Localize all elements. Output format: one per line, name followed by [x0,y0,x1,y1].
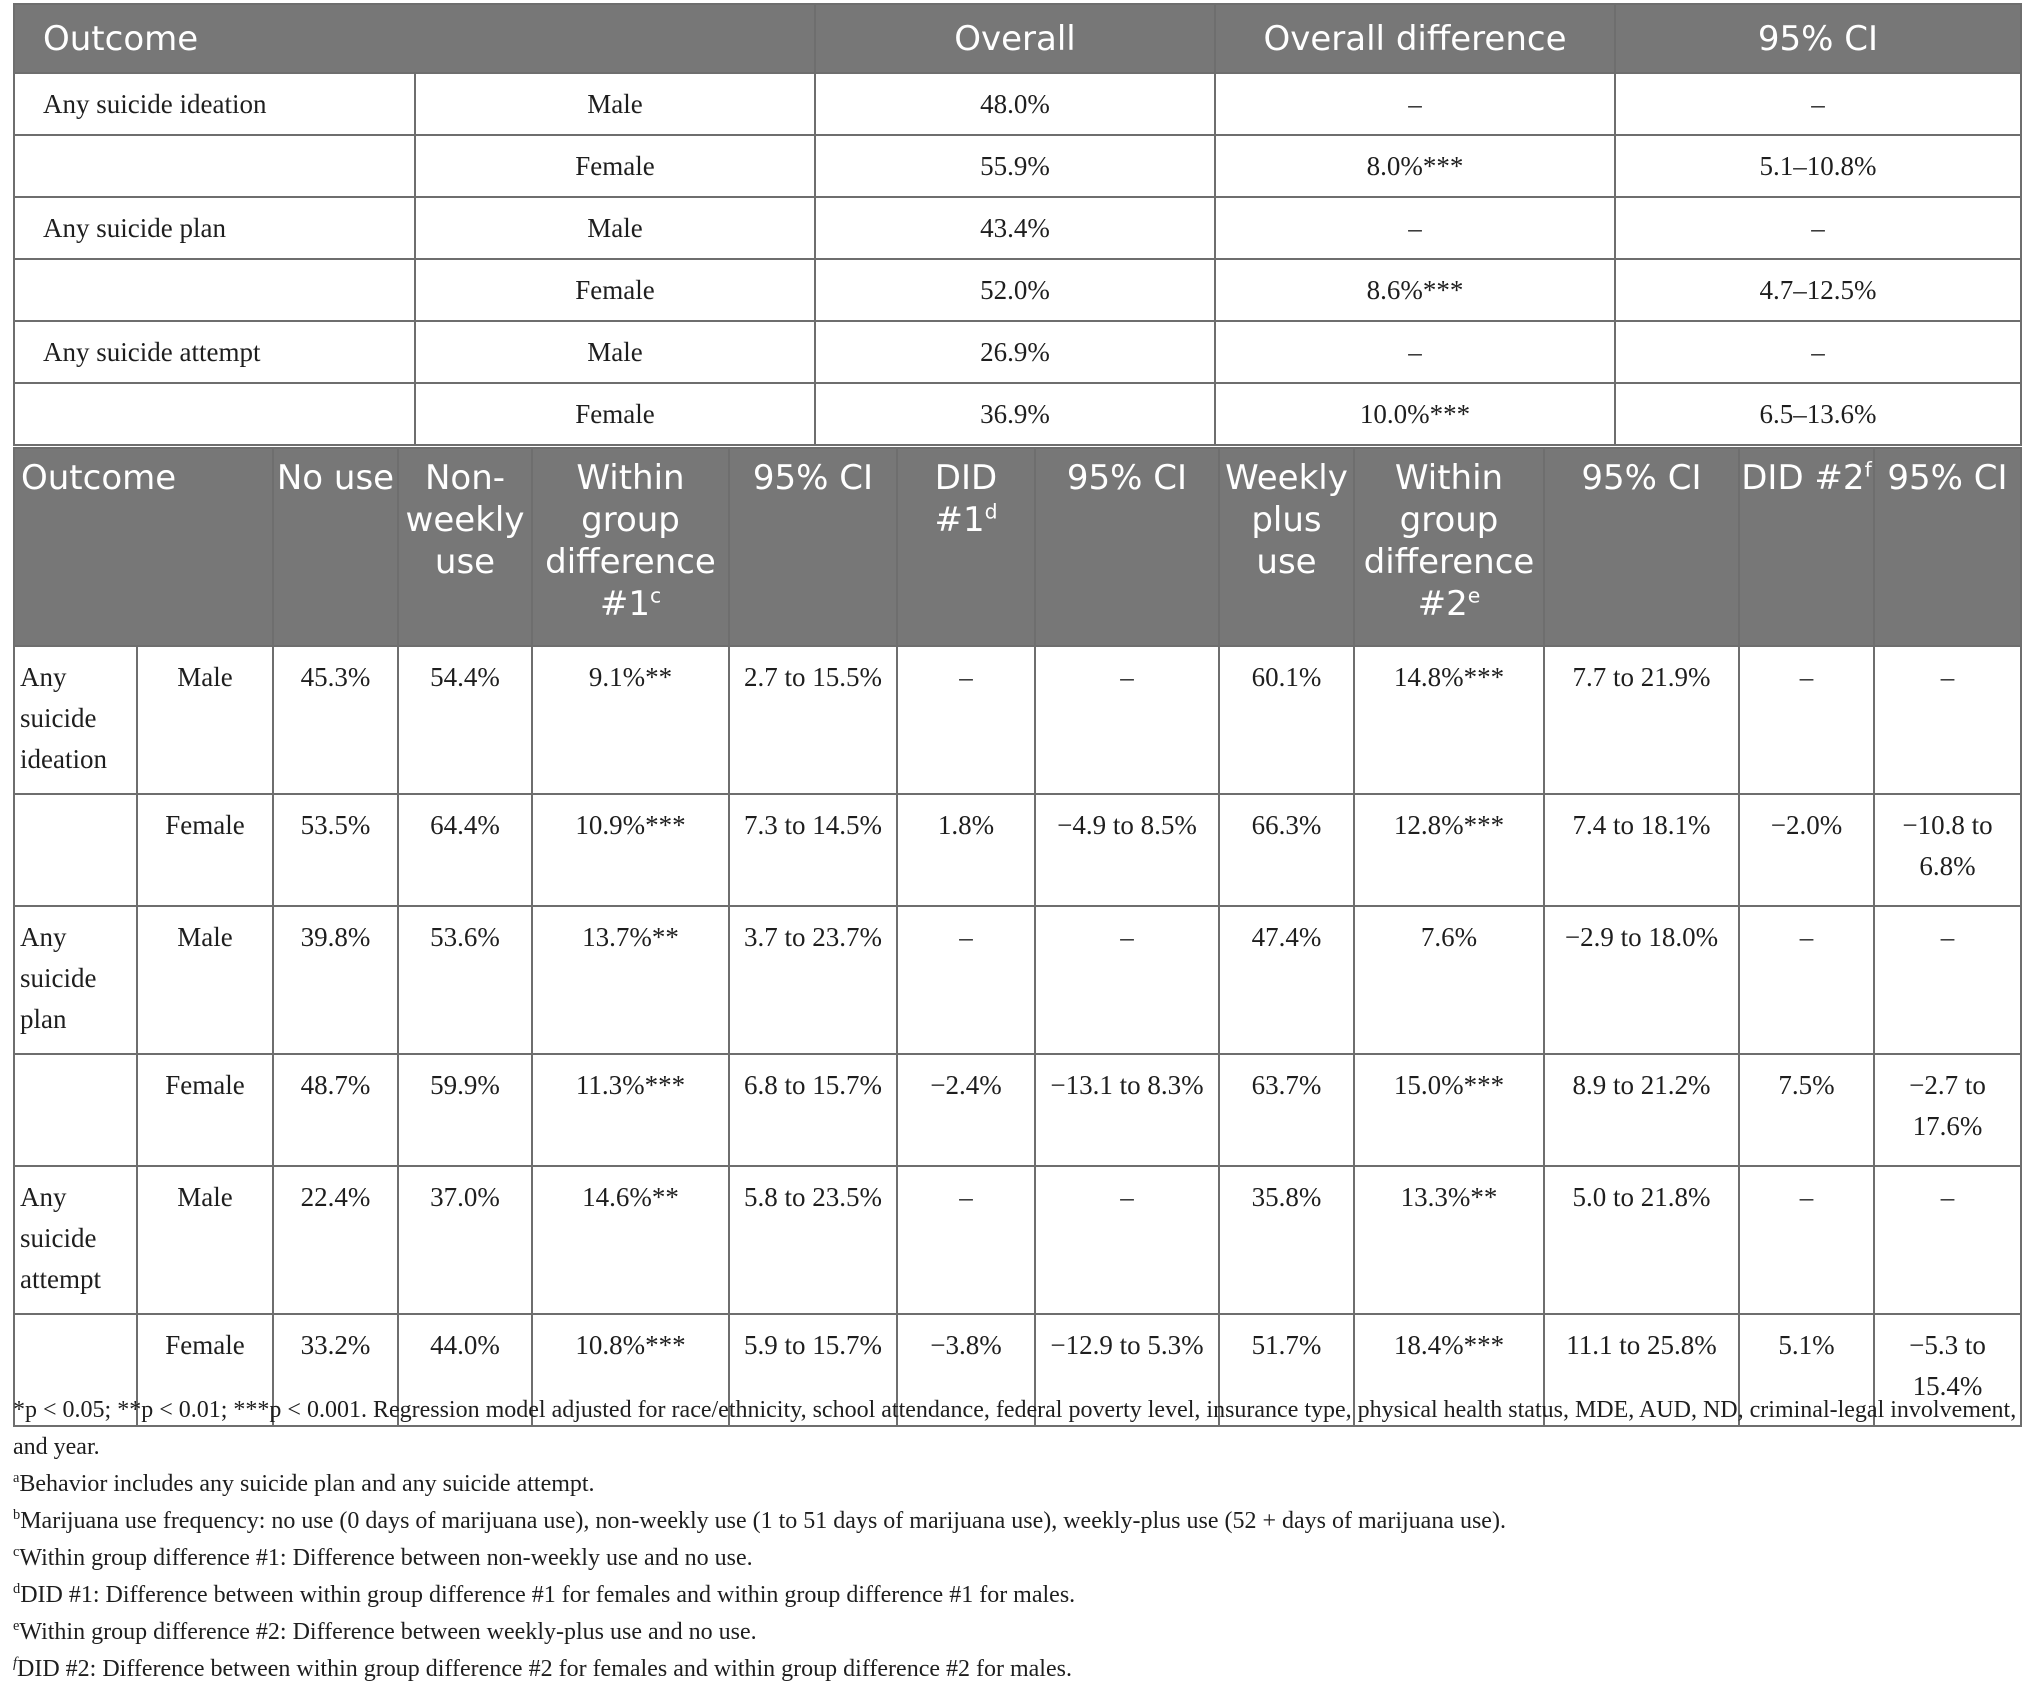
cell-outcome: Any suicide plan [14,906,137,1054]
cell-within-group-difference-1: 14.6%** [532,1166,729,1314]
cell-within-group-difference-2: 13.3%** [1354,1166,1544,1314]
cell-ci-3: 7.4 to 18.1% [1544,794,1739,906]
cell-ci: – [1615,197,2021,259]
cell-ci-1: 6.8 to 15.7% [729,1054,897,1166]
cell-non-weekly-use: 53.6% [398,906,532,1054]
cell-within-group-difference-1: 10.9%*** [532,794,729,906]
cell-sex: Male [415,321,815,383]
table-row [14,646,2021,794]
cell-ci-1: 7.3 to 14.5% [729,794,897,906]
cell-ci: 4.7–12.5% [1615,259,2021,321]
cell-weekly-plus-use: 47.4% [1219,906,1354,1054]
cell-did-2: – [1739,1166,1874,1314]
cell-ci-3: 8.9 to 21.2% [1544,1054,1739,1166]
cell-did-2: −2.0% [1739,794,1874,906]
footnote-text: Marijuana use frequency: no use (0 days of marijuana use), non-weekly use (1 to 51 days of marijuana use), weekly-plus use (52 + days of marijuana use). [20,1508,1506,1534]
cell-ci-2: – [1035,906,1219,1054]
footnote-text: DID #2: Difference between within group difference #2 for females and within group difference #2 for males. [17,1656,1072,1682]
footnote-b [13,1503,2018,1540]
cell-ci-4: −10.8 to 6.8% [1874,794,2021,906]
cell-sex: Male [415,197,815,259]
cell-overall: 52.0% [815,259,1215,321]
cell-non-weekly-use: 59.9% [398,1054,532,1166]
table-row [14,383,2021,445]
cell-outcome: Any suicide attempt [14,321,415,383]
cell-within-group-difference-2: 7.6% [1354,906,1544,1054]
cell-ci: 5.1–10.8% [1615,135,2021,197]
cell-sex: Female [415,259,815,321]
cell-did-1: – [897,646,1035,794]
table-header-row [14,4,2021,73]
cell-sex: Female [415,135,815,197]
header-did-1 [897,448,1035,646]
footnote-mark: e [13,1618,20,1634]
table-row [14,259,2021,321]
cell-ci-3: 5.0 to 21.8% [1544,1166,1739,1314]
footnote-e [13,1614,2018,1651]
footnote-text: Within group difference #1: Difference between non-weekly use and no use. [19,1545,753,1571]
cell-overall: 55.9% [815,135,1215,197]
cell-did-1: – [897,906,1035,1054]
table-row [14,73,2021,135]
cell-outcome: Any suicide attempt [14,1166,137,1314]
cell-ci: 6.5–13.6% [1615,383,2021,445]
cell-non-weekly-use: 44.0% [398,1314,532,1426]
cell-overall-difference: – [1215,321,1615,383]
cell-within-group-difference-1: 13.7%** [532,906,729,1054]
cell-sex: Male [137,646,273,794]
header-text: Within group difference #1 [545,458,716,624]
cell-did-2: 7.5% [1739,1054,1874,1166]
cell-did-1: – [897,1166,1035,1314]
footnote-mark: a [13,1470,20,1486]
cell-did-1: −3.8% [897,1314,1035,1426]
footnote-text: Behavior includes any suicide plan and any suicide attempt. [19,1471,595,1497]
cell-outcome [14,259,415,321]
cell-ci-1: 3.7 to 23.7% [729,906,897,1054]
footnote-mark: e [1467,583,1481,608]
cell-non-weekly-use: 64.4% [398,794,532,906]
header-ci-3: 95% CI [1544,448,1739,646]
footnote-f [13,1651,2018,1688]
cell-overall: 43.4% [815,197,1215,259]
cell-did-2: 5.1% [1739,1314,1874,1426]
cell-sex: Male [137,1166,273,1314]
header-ci: 95% CI [1615,4,2021,73]
footnote-c [13,1540,2018,1577]
cell-weekly-plus-use: 51.7% [1219,1314,1354,1426]
cell-ci-3: −2.9 to 18.0% [1544,906,1739,1054]
table-row [14,197,2021,259]
header-within-group-difference-1 [532,448,729,646]
footnote-mark: d [984,499,998,524]
cell-ci: – [1615,73,2021,135]
table-row [14,906,2021,1054]
header-overall-difference: Overall difference [1215,4,1615,73]
cell-ci-2: −12.9 to 5.3% [1035,1314,1219,1426]
cell-outcome: Any suicide plan [14,197,415,259]
footnote-text: DID #1: Difference between within group difference #1 for females and within group difference #1 for males. [20,1582,1076,1608]
header-outcome: Outcome [14,4,815,73]
footnote-mark: c [649,583,662,608]
cell-outcome [14,383,415,445]
header-within-group-difference-2 [1354,448,1544,646]
cell-ci-4: −2.7 to 17.6% [1874,1054,2021,1166]
footnote-d [13,1577,2018,1614]
header-ci-1: 95% CI [729,448,897,646]
cell-overall-difference: 8.0%*** [1215,135,1615,197]
cell-ci: – [1615,321,2021,383]
table-row [14,135,2021,197]
cell-within-group-difference-1: 10.8%*** [532,1314,729,1426]
cell-ci-2: −13.1 to 8.3% [1035,1054,1219,1166]
cell-no-use: 33.2% [273,1314,398,1426]
cell-did-2: – [1739,646,1874,794]
cell-outcome [14,135,415,197]
cell-sex: Female [415,383,815,445]
cell-ci-4: – [1874,646,2021,794]
cell-non-weekly-use: 37.0% [398,1166,532,1314]
cell-outcome: Any suicide ideation [14,646,137,794]
cell-overall-difference: 8.6%*** [1215,259,1615,321]
header-non-weekly-use: Non-weekly use [398,448,532,646]
cell-weekly-plus-use: 63.7% [1219,1054,1354,1166]
cell-did-1: −2.4% [897,1054,1035,1166]
cell-within-group-difference-2: 14.8%*** [1354,646,1544,794]
cell-overall-difference: 10.0%*** [1215,383,1615,445]
cell-no-use: 39.8% [273,906,398,1054]
cell-sex: Male [137,906,273,1054]
cell-sex: Female [137,794,273,906]
footnote-mark: d [13,1581,21,1597]
cell-ci-1: 5.9 to 15.7% [729,1314,897,1426]
cell-no-use: 45.3% [273,646,398,794]
cell-outcome [14,1054,137,1166]
cell-overall-difference: – [1215,73,1615,135]
footnote-text: Within group difference #2: Difference between weekly-plus use and no use. [19,1619,757,1645]
footnote-mark: f [1864,457,1872,482]
marijuana-use-outcomes-table [13,447,2022,1427]
table-header-row [14,448,2021,646]
cell-ci-4: – [1874,1166,2021,1314]
header-ci-2: 95% CI [1035,448,1219,646]
table-row [14,794,2021,906]
footnote-mark: c [13,1544,20,1560]
cell-no-use: 22.4% [273,1166,398,1314]
table-row [14,1054,2021,1166]
header-text: Within group difference #2 [1363,458,1535,624]
cell-ci-4: – [1874,906,2021,1054]
cell-non-weekly-use: 54.4% [398,646,532,794]
cell-overall: 48.0% [815,73,1215,135]
cell-ci-2: – [1035,646,1219,794]
cell-within-group-difference-1: 9.1%** [532,646,729,794]
header-no-use: No use [273,448,398,646]
cell-outcome [14,794,137,906]
cell-ci-2: −4.9 to 8.5% [1035,794,1219,906]
cell-weekly-plus-use: 60.1% [1219,646,1354,794]
cell-within-group-difference-1: 11.3%*** [532,1054,729,1166]
cell-weekly-plus-use: 66.3% [1219,794,1354,906]
header-overall: Overall [815,4,1215,73]
cell-overall-difference: – [1215,197,1615,259]
cell-ci-3: 11.1 to 25.8% [1544,1314,1739,1426]
header-did-2 [1739,448,1874,646]
cell-did-2: – [1739,906,1874,1054]
cell-within-group-difference-2: 18.4%*** [1354,1314,1544,1426]
cell-weekly-plus-use: 35.8% [1219,1166,1354,1314]
header-text: DID #1 [934,458,998,540]
cell-ci-4: −5.3 to 15.4% [1874,1314,2021,1426]
cell-within-group-difference-2: 12.8%*** [1354,794,1544,906]
cell-sex: Female [137,1314,273,1426]
cell-ci-1: 2.7 to 15.5% [729,646,897,794]
footnote-mark: b [13,1507,21,1523]
table-row [14,321,2021,383]
cell-within-group-difference-2: 15.0%*** [1354,1054,1544,1166]
cell-overall: 26.9% [815,321,1215,383]
header-outcome: Outcome [14,448,273,646]
cell-no-use: 53.5% [273,794,398,906]
footnote-mark: f [13,1655,17,1671]
cell-sex: Male [415,73,815,135]
cell-overall: 36.9% [815,383,1215,445]
footnote-p-values: *p < 0.05; **p < 0.01; ***p < 0.001. Regression model adjusted for race/ethnicity, school attendance, federal poverty level, insurance type, physical health status, MDE, AUD, ND, criminal-legal involvement, and year. [13,1397,2017,1460]
table-row [14,1166,2021,1314]
overall-outcomes-table [13,3,2022,446]
table-footnotes [13,1392,2018,1688]
header-weekly-plus-use: Weekly plus use [1219,448,1354,646]
cell-no-use: 48.7% [273,1054,398,1166]
cell-did-1: 1.8% [897,794,1035,906]
cell-sex: Female [137,1054,273,1166]
cell-ci-1: 5.8 to 23.5% [729,1166,897,1314]
cell-ci-2: – [1035,1166,1219,1314]
footnote-a [13,1466,2018,1503]
cell-outcome: Any suicide ideation [14,73,415,135]
cell-ci-3: 7.7 to 21.9% [1544,646,1739,794]
header-ci-4: 95% CI [1874,448,2021,646]
header-text: DID #2 [1741,458,1865,498]
